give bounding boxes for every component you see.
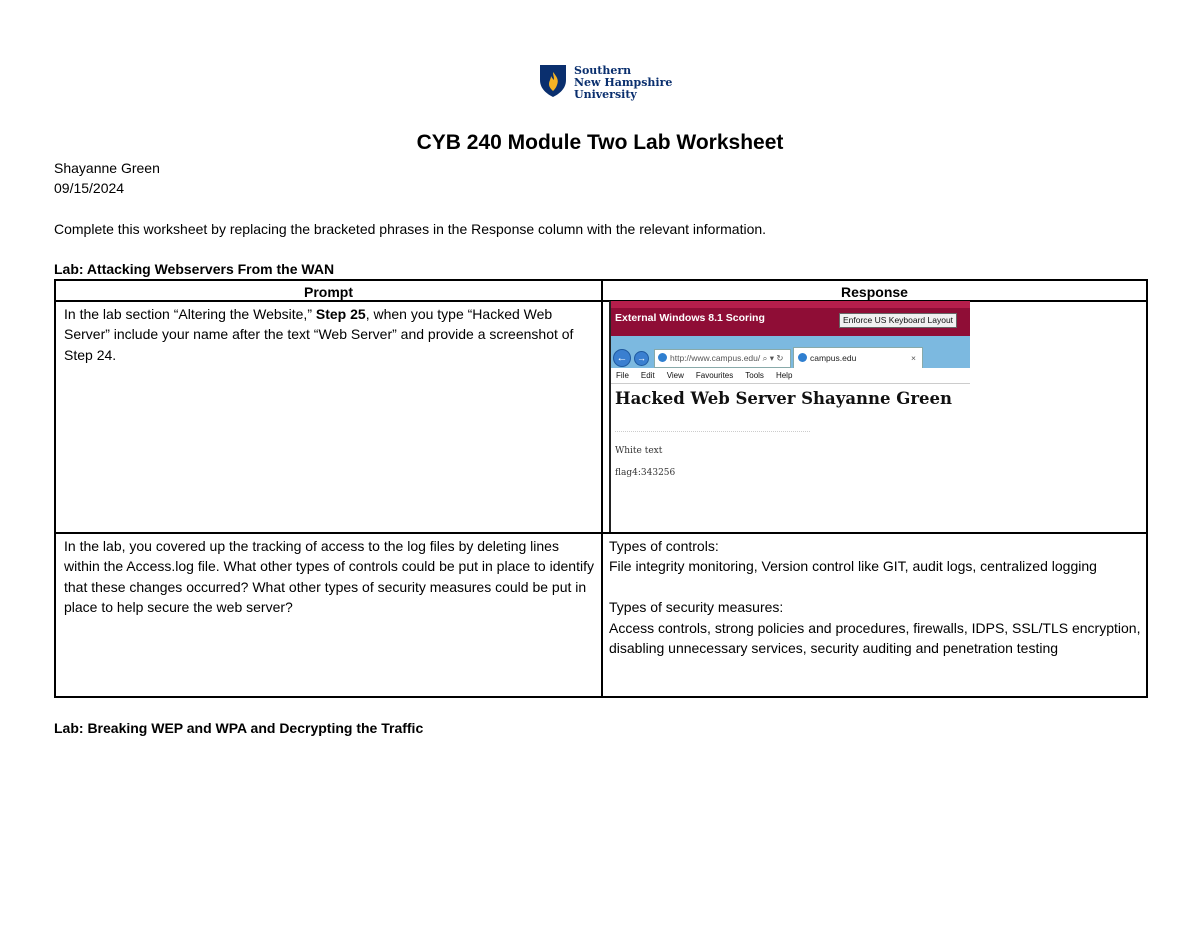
flame-shield-icon <box>539 64 567 98</box>
shot-address-text: http://www.campus.edu/ <box>670 353 761 363</box>
shot-flag: flag4:343256 <box>615 468 676 478</box>
measures-label: Types of security measures: <box>609 599 784 616</box>
shot-window-title: External Windows 8.1 Scoring <box>615 312 765 324</box>
shot-browser-tab <box>793 347 923 369</box>
logo-line-1: Southern <box>574 64 632 77</box>
shot-menu-favourites: Favourites <box>695 371 734 380</box>
header-response: Response <box>841 284 908 300</box>
shot-page-heading: Hacked Web Server Shayanne Green <box>615 389 953 408</box>
shot-address-bar <box>654 349 791 368</box>
shot-tab-label: campus.edu <box>810 353 857 363</box>
row1-prompt-start: In the lab section “Altering the Website,” <box>64 306 316 322</box>
shot-divider <box>615 431 810 432</box>
worksheet-title: CYB 240 Module Two Lab Worksheet <box>416 131 784 154</box>
shot-menu-file: File <box>616 371 629 380</box>
logo-line-2: New Hampshire <box>574 76 673 89</box>
row1-prompt <box>64 304 594 365</box>
shot-menu-tools: Tools <box>745 371 764 380</box>
row1-prompt-end: , when you type “Hacked Web Server” include your name after the text “Web Server” and provide a screenshot of Step 24. <box>64 306 574 363</box>
row2-response <box>609 536 1144 658</box>
row1-response-screenshot <box>609 301 970 532</box>
worksheet-table <box>54 279 1148 698</box>
forward-icon: → <box>634 351 649 366</box>
enforce-keyboard-button: Enforce US Keyboard Layout <box>839 313 957 328</box>
measures-text: Access controls, strong policies and procedures, firewalls, IDPS, SSL/TLS encryption, disabling unnecessary services, security auditing and penetration testing <box>609 619 1141 657</box>
close-icon: × <box>911 353 916 363</box>
row2-prompt: In the lab, you covered up the tracking of access to the log files by deleting lines within the Access.log file. What other types of controls could be put in place to identify that these changes occurred? What other types of security measures could be put in place to help secure the web server? <box>64 538 594 616</box>
shot-menu-help: Help <box>775 371 793 380</box>
student-name: Shayanne Green <box>54 160 160 176</box>
shot-left-edge <box>609 301 611 532</box>
logo-line-3: University <box>574 88 637 101</box>
university-logo <box>539 64 672 101</box>
section-heading-webservers: Lab: Attacking Webservers From the WAN <box>54 261 335 277</box>
row1-step-ref: Step 25 <box>315 306 366 322</box>
shot-menu-bar <box>609 368 970 384</box>
shot-top-band <box>609 301 970 308</box>
shot-menu-view: View <box>666 371 684 380</box>
header-prompt: Prompt <box>304 284 353 300</box>
address-icons: ⌕ ▾ ↻ <box>762 353 784 363</box>
tab-globe-icon <box>798 353 807 362</box>
section-heading-wep-wpa: Lab: Breaking WEP and WPA and Decrypting the Traffic <box>54 720 424 736</box>
spacer <box>609 577 1144 597</box>
submission-date: 09/15/2024 <box>54 180 125 196</box>
back-icon: ← <box>613 349 631 367</box>
logo-wordmark <box>574 65 672 101</box>
row-divider <box>56 532 1146 534</box>
shot-white-text: White text <box>615 446 663 456</box>
globe-icon <box>658 353 667 362</box>
shot-menu-edit: Edit <box>640 371 655 380</box>
controls-label: Types of controls: <box>609 538 719 554</box>
controls-text: File integrity monitoring, Version control like GIT, audit logs, centralized logging <box>609 558 1097 575</box>
column-divider <box>601 281 603 696</box>
instructions: Complete this worksheet by replacing the bracketed phrases in the Response column with the relevant information. <box>54 221 767 237</box>
